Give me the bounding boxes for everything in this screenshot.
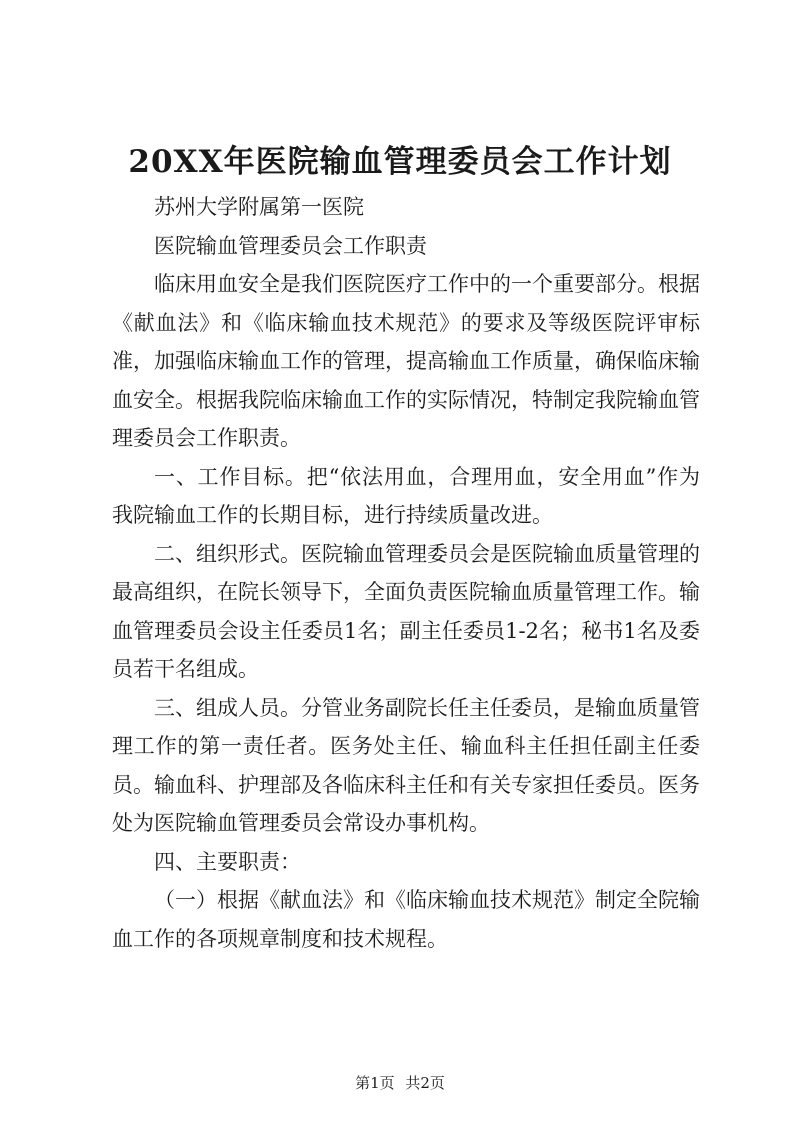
page-number: 第1页 xyxy=(355,1074,395,1092)
intro-paragraph: 临床用血安全是我们医院医疗工作中的一个重要部分。根据《献血法》和《临床输血技术规范》的要求及等级医院评审标准，加强临床输血工作的管理，提高输血工作质量，确保临床输血安全。根据我院临床输血工作的实际情况，特制定我院输血管理委员会工作职责。 xyxy=(112,272,700,450)
page-total: 共2页 xyxy=(405,1074,445,1092)
organization-paragraph: 二、组织形式。医院输血管理委员会是医院输血质量管理的最高组织，在院长领导下，全面负责医院输血质量管理工作。输血管理委员会设主任委员1名；副主任委员1-2名；秘书1名及委员若干名组成。 xyxy=(112,541,700,681)
duties-heading: 四、主要职责： xyxy=(154,849,301,874)
page-footer xyxy=(0,1073,800,1093)
duty-item-1: （一）根据《献血法》和《临床输血技术规范》制定全院输血工作的各项规章制度和技术规程。 xyxy=(112,888,700,951)
hospital-name: 苏州大学附属第一医院 xyxy=(154,195,364,219)
goal-paragraph: 一、工作目标。把“依法用血，合理用血，安全用血”作为我院输血工作的长期目标，进行持续质量改进。 xyxy=(112,464,700,527)
section-heading: 医院输血管理委员会工作职责 xyxy=(154,233,427,258)
members-paragraph: 三、组成人员。分管业务副院长任主任委员，是输血质量管理工作的第一责任者。医务处主任、输血科主任担任副主任委员。输血科、护理部及各临床科主任和有关专家担任委员。医务处为医院输血管理委员会常设办事机构。 xyxy=(112,695,700,835)
document-body xyxy=(112,188,700,958)
document-title: 20XX年医院输血管理委员会工作计划 xyxy=(128,144,672,180)
